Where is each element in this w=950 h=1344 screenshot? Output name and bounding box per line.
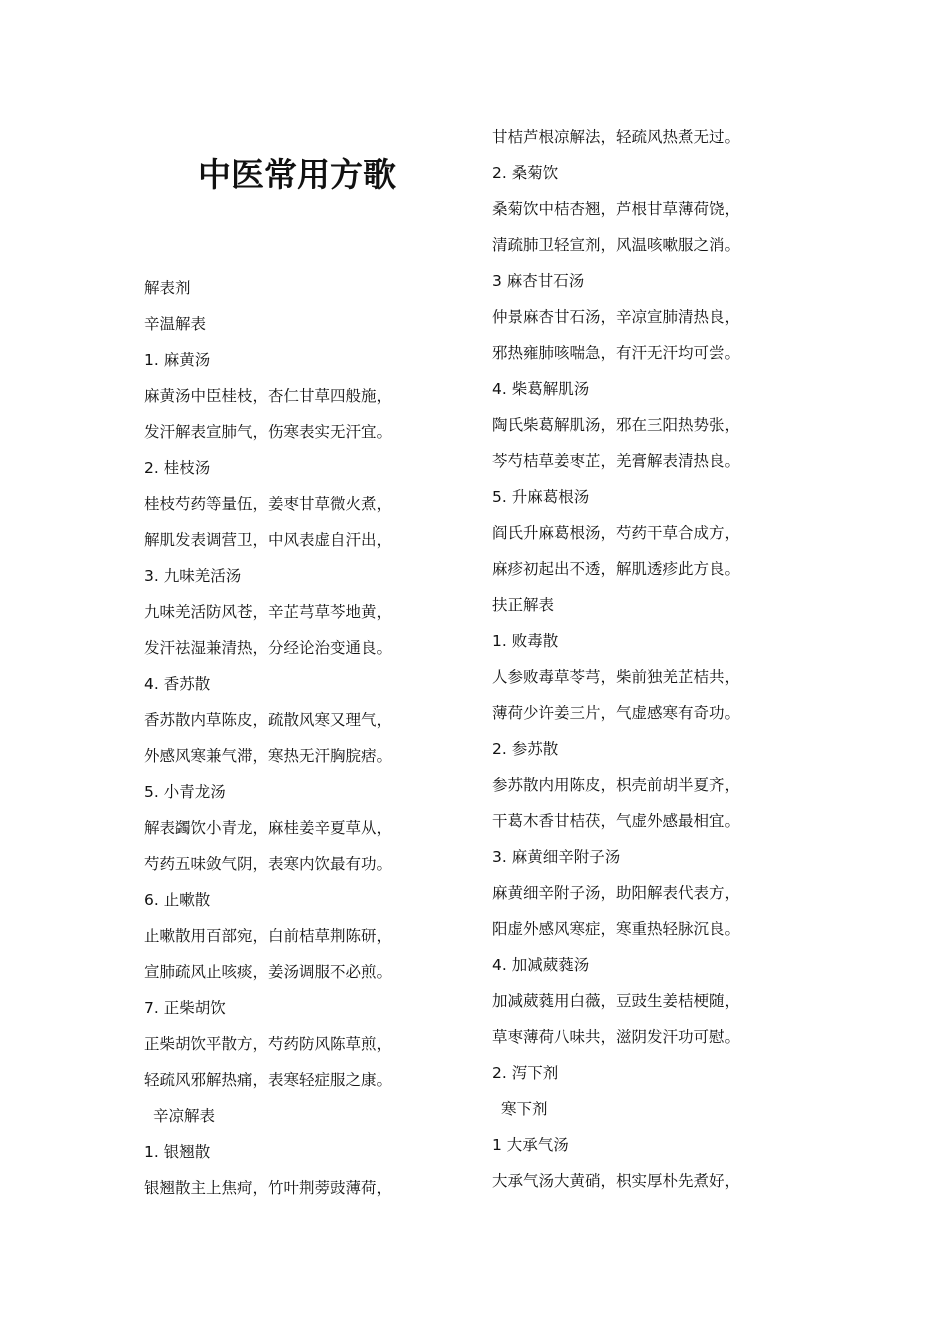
verse-line: 芍药五味敛气阴，表寒内饮最有功。 <box>144 855 393 873</box>
verse-line: 发汗解表宣肺气，伤寒表实无汗宜。 <box>144 423 393 441</box>
verse-line: 陶氏柴葛解肌汤，邪在三阳热势张， <box>492 416 741 434</box>
verse-line: 麻黄细辛附子汤，助阳解表代表方， <box>492 884 741 902</box>
verse-line: 解表蠲饮小青龙，麻桂姜辛夏草从， <box>144 819 393 837</box>
formula-name: 5. 升麻葛根汤 <box>492 488 590 506</box>
verse-line: 阳虚外感风寒症，寒重热轻脉沉良。 <box>492 920 741 938</box>
verse-line: 邪热雍肺咳喘急，有汗无汗均可尝。 <box>492 344 741 362</box>
formula-name: 1 大承气汤 <box>492 1136 569 1154</box>
formula-name: 7. 正柴胡饮 <box>144 999 226 1017</box>
subsection-heading: 辛温解表 <box>144 315 207 333</box>
formula-name: 2. 桑菊饮 <box>492 164 559 182</box>
formula-name: 2. 桂枝汤 <box>144 459 211 477</box>
subsection-heading: 扶正解表 <box>492 596 555 614</box>
formula-name: 3 麻杏甘石汤 <box>492 272 585 290</box>
section-heading: 解表剂 <box>144 279 191 297</box>
subsection-heading: 寒下剂 <box>501 1100 548 1118</box>
section-heading: 2. 泻下剂 <box>492 1064 559 1082</box>
verse-line: 仲景麻杏甘石汤，辛凉宣肺清热良， <box>492 308 741 326</box>
document-title: 中医常用方歌 <box>198 155 396 194</box>
verse-line: 麻黄汤中臣桂枝，杏仁甘草四般施， <box>144 387 393 405</box>
verse-line: 外感风寒兼气滞，寒热无汗胸脘痞。 <box>144 747 393 765</box>
verse-line: 解肌发表调营卫，中风表虚自汗出， <box>144 531 393 549</box>
verse-line: 人参败毒草苓芎，柴前独羌芷桔共， <box>492 668 741 686</box>
formula-name: 2. 参苏散 <box>492 740 559 758</box>
formula-name: 1. 银翘散 <box>144 1143 211 1161</box>
verse-line: 宣肺疏风止咳痰，姜汤调服不必煎。 <box>144 963 393 981</box>
verse-line: 轻疏风邪解热痛，表寒轻症服之康。 <box>144 1071 393 1089</box>
verse-line: 阎氏升麻葛根汤，芍药干草合成方， <box>492 524 741 542</box>
verse-line: 甘桔芦根凉解法，轻疏风热煮无过。 <box>492 128 741 146</box>
verse-line: 桑菊饮中桔杏翘，芦根甘草薄荷饶， <box>492 200 741 218</box>
verse-line: 发汗祛湿兼清热，分经论治变通良。 <box>144 639 393 657</box>
verse-line: 桂枝芍药等量伍，姜枣甘草微火煮， <box>144 495 393 513</box>
formula-name: 5. 小青龙汤 <box>144 783 226 801</box>
verse-line: 芩芍桔草姜枣芷，羌膏解表清热良。 <box>492 452 741 470</box>
verse-line: 大承气汤大黄硝，枳实厚朴先煮好， <box>492 1172 741 1190</box>
verse-line: 草枣薄荷八味共，滋阴发汗功可慰。 <box>492 1028 741 1046</box>
verse-line: 银翘散主上焦疴，竹叶荆蒡豉薄荷， <box>144 1179 393 1197</box>
formula-name: 3. 麻黄细辛附子汤 <box>492 848 621 866</box>
verse-line: 清疏肺卫轻宣剂，风温咳嗽服之消。 <box>492 236 741 254</box>
verse-line: 干葛木香甘桔茯，气虚外感最相宜。 <box>492 812 741 830</box>
formula-name: 4. 加减葳蕤汤 <box>492 956 590 974</box>
verse-line: 正柴胡饮平散方，芍药防风陈草煎， <box>144 1035 393 1053</box>
formula-name: 6. 止嗽散 <box>144 891 211 909</box>
verse-line: 香苏散内草陈皮，疏散风寒又理气， <box>144 711 393 729</box>
verse-line: 加减葳蕤用白薇，豆豉生姜桔梗随， <box>492 992 741 1010</box>
verse-line: 参苏散内用陈皮，枳壳前胡半夏齐， <box>492 776 741 794</box>
formula-name: 3. 九味羌活汤 <box>144 567 242 585</box>
formula-name: 1. 败毒散 <box>492 632 559 650</box>
formula-name: 1. 麻黄汤 <box>144 351 211 369</box>
subsection-heading: 辛凉解表 <box>153 1107 216 1125</box>
verse-line: 止嗽散用百部宛，白前桔草荆陈研， <box>144 927 393 945</box>
formula-name: 4. 香苏散 <box>144 675 211 693</box>
verse-line: 九味羌活防风苍，辛芷芎草芩地黄， <box>144 603 393 621</box>
verse-line: 麻疹初起出不透，解肌透疹此方良。 <box>492 560 741 578</box>
verse-line: 薄荷少许姜三片，气虚感寒有奇功。 <box>492 704 741 722</box>
formula-name: 4. 柴葛解肌汤 <box>492 380 590 398</box>
